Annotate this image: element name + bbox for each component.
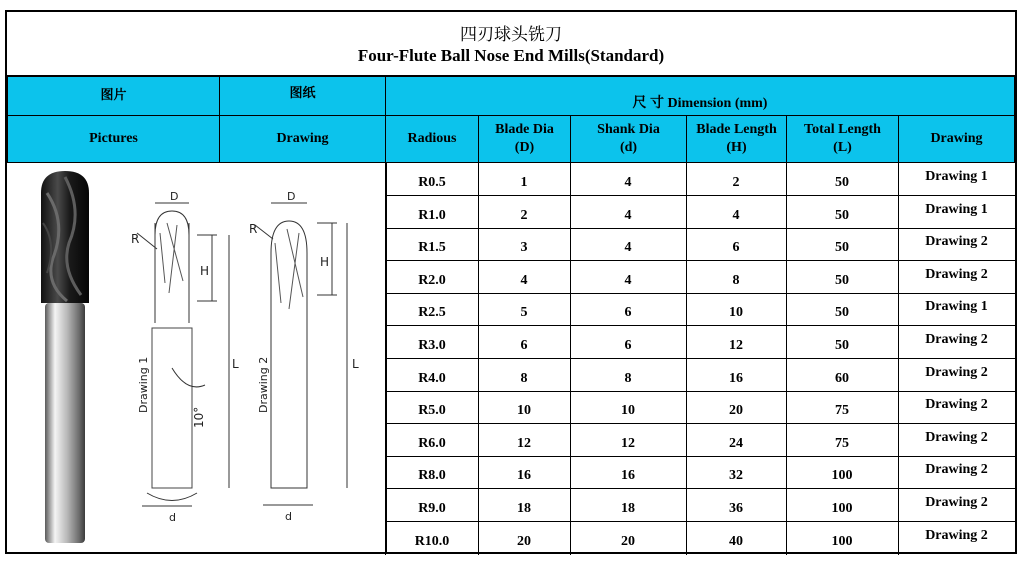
cell-blade-dia: 8 (478, 359, 571, 392)
cell-total-length: 50 (786, 261, 899, 294)
drawing2-label-R: R (249, 222, 258, 236)
cell-drawing: Drawing 1 (898, 293, 1015, 326)
header-blade-length (686, 115, 787, 163)
cell-drawing: Drawing 2 (898, 359, 1015, 392)
cell-blade-length: 4 (686, 196, 787, 229)
cell-drawing: Drawing 2 (898, 391, 1015, 424)
cell-drawing: Drawing 1 (898, 163, 1015, 196)
cell-blade-dia: 5 (478, 293, 571, 326)
cell-total-length: 100 (786, 456, 899, 489)
cell-radious: R1.0 (385, 196, 479, 229)
cell-blade-length: 40 (686, 522, 787, 555)
cell-shank-dia: 4 (570, 196, 687, 229)
shank-dia-symbol: (d) (619, 140, 638, 155)
drawing-2 (249, 190, 359, 523)
header-dimension: 尺 寸 Dimension (mm) (385, 76, 1015, 116)
cell-drawing: Drawing 2 (925, 527, 988, 543)
cell-radious: R8.0 (385, 456, 479, 489)
cell-radious: R10.0 (385, 522, 479, 555)
cell-blade-length: 36 (686, 489, 787, 522)
cell-blade-length: 6 (686, 228, 787, 261)
blade-length-symbol: (H) (726, 140, 747, 155)
cell-drawing: Drawing 1 (898, 196, 1015, 229)
blade-length-label: Blade Length (696, 122, 777, 137)
cell-total-length: 60 (786, 359, 899, 392)
cell-blade-dia: 10 (478, 391, 571, 424)
cell-blade-dia: 1 (478, 163, 571, 196)
cell-blade-dia: 2 (478, 196, 571, 229)
cell-drawing: Drawing 2 (898, 261, 1015, 294)
picture-drawing-area (7, 163, 387, 554)
cell-total-length: 100 (786, 489, 899, 522)
drawing1-label-L: L (232, 357, 239, 371)
cell-radious: R6.0 (385, 424, 479, 457)
drawing2-label-L: L (352, 357, 359, 371)
cell-shank-dia: 4 (570, 163, 687, 196)
drawing1-label-D: D (170, 190, 179, 203)
cell-blade-dia: 18 (478, 489, 571, 522)
cell-shank-dia: 20 (570, 522, 687, 555)
cell-blade-length: 8 (686, 261, 787, 294)
cell-shank-dia: 4 (570, 228, 687, 261)
header-drawing-cn: 图纸 (219, 76, 386, 116)
cell-blade-length: 2 (686, 163, 787, 196)
cell-shank-dia: 12 (570, 424, 687, 457)
drawing1-label-H: H (200, 264, 210, 278)
cell-drawing: Drawing 2 (898, 456, 1015, 489)
cell-total-length: 75 (786, 424, 899, 457)
cell-drawing: Drawing 2 (898, 424, 1015, 457)
cell-shank-dia: 8 (570, 359, 687, 392)
drawing1-label-d: d (169, 511, 176, 524)
blade-dia-symbol: (D) (514, 140, 535, 155)
title-chinese: 四刃球头铣刀 (460, 25, 562, 45)
cell-shank-dia: 16 (570, 456, 687, 489)
drawing1-label-R: R (131, 232, 140, 246)
cell-blade-dia: 20 (478, 522, 571, 555)
drawing2-label-D: D (287, 190, 296, 203)
header-shank-dia (570, 115, 687, 163)
header-pictures-cn: 图片 (7, 76, 220, 116)
header-drawing-col: Drawing (898, 115, 1015, 163)
cell-drawing: Drawing 2 (898, 326, 1015, 359)
cell-total-length: 75 (786, 391, 899, 424)
cell-blade-length: 12 (686, 326, 787, 359)
cell-radious: R2.5 (385, 293, 479, 326)
cell-total-length: 50 (786, 293, 899, 326)
cell-blade-length: 20 (686, 391, 787, 424)
header-blade-dia (478, 115, 571, 163)
cell-radious: R1.5 (385, 228, 479, 261)
cell-radious: R0.5 (385, 163, 479, 196)
shank-dia-label: Shank Dia (597, 122, 660, 137)
drawing1-angle: 10° (192, 406, 206, 428)
total-length-label: Total Length (804, 122, 881, 137)
drawing2-label-d: d (285, 510, 292, 523)
cell-drawing: Drawing 2 (898, 228, 1015, 261)
cell-blade-dia: 12 (478, 424, 571, 457)
tool-illustrations (7, 163, 387, 554)
cell-blade-dia: 4 (478, 261, 571, 294)
title-english: Four-Flute Ball Nose End Mills(Standard) (357, 46, 665, 65)
header-radious: Radious (385, 115, 479, 163)
cell-radious: R2.0 (385, 261, 479, 294)
cell-shank-dia: 6 (570, 326, 687, 359)
cell-radious: R5.0 (385, 391, 479, 424)
cell-blade-length: 32 (686, 456, 787, 489)
cell-shank-dia: 18 (570, 489, 687, 522)
total-length-symbol: (L) (833, 140, 852, 155)
cell-radious: R4.0 (385, 359, 479, 392)
cell-blade-dia: 16 (478, 456, 571, 489)
cell-radious: R3.0 (385, 326, 479, 359)
cell-blade-length: 24 (686, 424, 787, 457)
cell-total-length: 100 (786, 522, 899, 555)
cell-blade-dia: 6 (478, 326, 571, 359)
cell-blade-length: 16 (686, 359, 787, 392)
header-drawing: Drawing (219, 115, 386, 163)
cell-total-length: 50 (786, 228, 899, 261)
cell-blade-dia: 3 (478, 228, 571, 261)
header-pictures: Pictures (7, 115, 220, 163)
blade-dia-label: Blade Dia (495, 122, 554, 137)
cell-blade-length: 10 (686, 293, 787, 326)
drawing2-label-H: H (320, 255, 330, 269)
cell-total-length: 50 (786, 163, 899, 196)
cell-total-length: 50 (786, 326, 899, 359)
title-block (7, 12, 1015, 76)
drawing1-title: Drawing 1 (137, 356, 150, 413)
cell-total-length: 50 (786, 196, 899, 229)
cell-shank-dia: 10 (570, 391, 687, 424)
cell-drawing: Drawing 2 (898, 489, 1015, 522)
drawing-1 (131, 190, 239, 524)
cell-shank-dia: 6 (570, 293, 687, 326)
drawing2-title: Drawing 2 (257, 356, 270, 413)
spec-sheet (5, 10, 1017, 554)
cell-radious: R9.0 (385, 489, 479, 522)
end-mill-photo (41, 171, 89, 543)
cell-shank-dia: 4 (570, 261, 687, 294)
header-total-length (786, 115, 899, 163)
